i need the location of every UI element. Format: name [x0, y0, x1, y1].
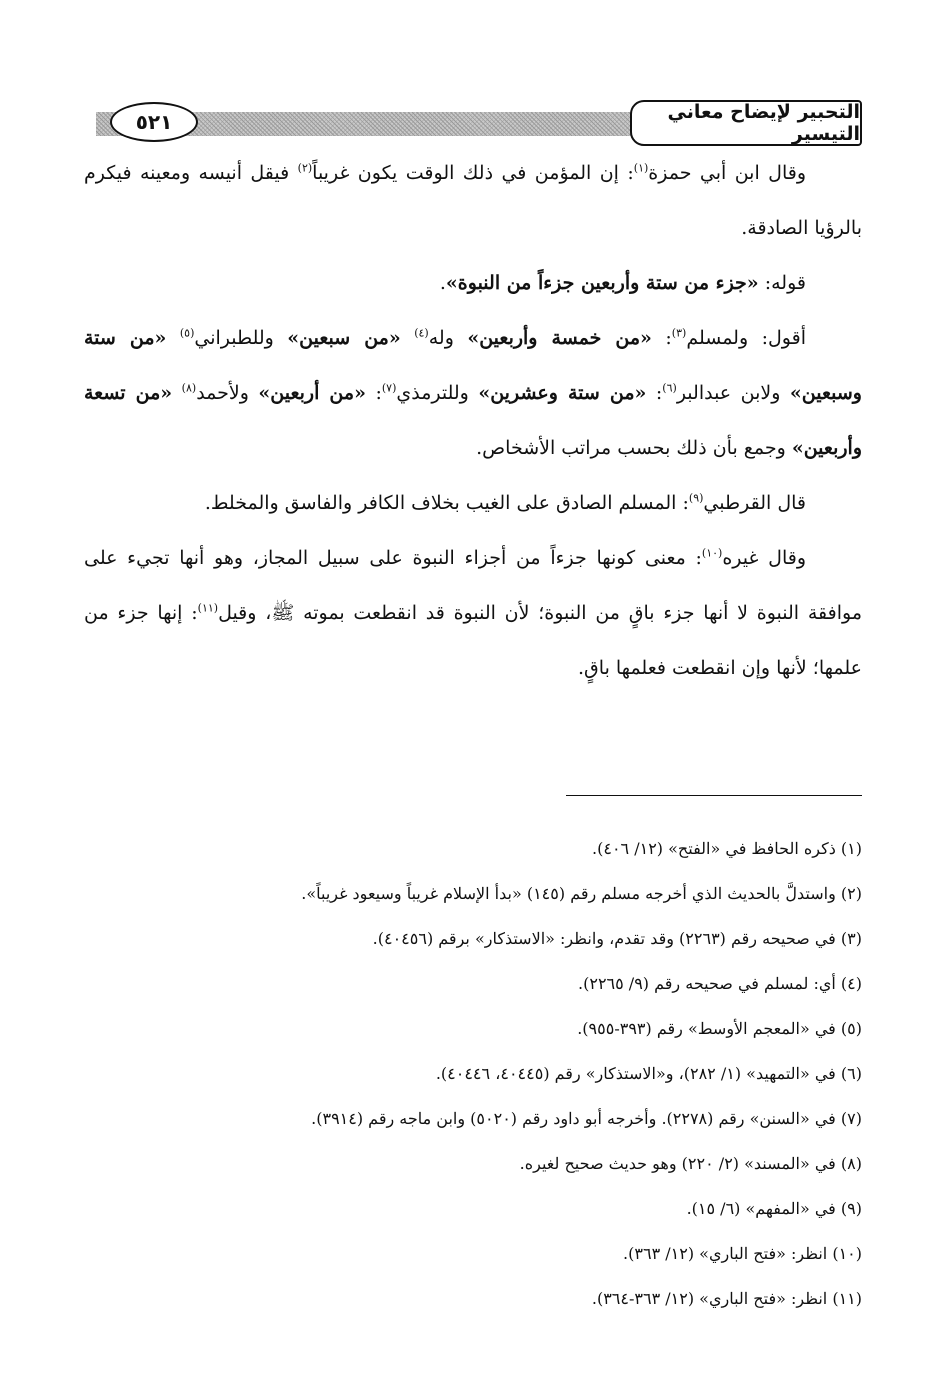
paragraph-others [84, 531, 862, 696]
footnotes [84, 826, 862, 1321]
narration-quote: «من سبعين» [287, 327, 401, 349]
text: وجمع بأن ذلك بحسب مراتب الأشخاص. [476, 437, 792, 459]
footnote-ref: (١) [633, 161, 649, 175]
text: فيقل أنيسه ومعينه فيكرم بالرؤيا الصادقة. [84, 162, 862, 239]
text: . [439, 272, 446, 294]
footnote-8: (٨) في «المسند» (٢/ ٢٢٠) وهو حديث صحيح لغيره. [519, 1154, 862, 1173]
text: : إن المؤمن في ذلك الوقت يكون غريباً [312, 162, 634, 184]
footnote-1: (١) ذكره الحافظ في «الفتح» (١٢/ ٤٠٦). [592, 839, 862, 858]
text: ولابن عبدالبر [676, 382, 790, 404]
text: وقال غيره [722, 547, 806, 569]
text: : إنها جزء من علمها؛ لأنها وإن انقطعت فعلمها باقٍ. [84, 602, 862, 679]
footnote-ref: (٢) [297, 161, 313, 175]
text: : [646, 382, 663, 404]
text: وللطبراني [194, 327, 288, 349]
text: : [365, 382, 382, 404]
hadith-quote: «جزء من ستة وأربعين جزءاً من النبوة» [445, 272, 759, 294]
book-title: التحبير لإيضاح معاني التيسير [630, 100, 862, 146]
text: قال القرطبي [703, 492, 806, 514]
text: وللترمذي [396, 382, 479, 404]
footnote-separator [566, 795, 862, 796]
main-text [84, 146, 862, 696]
footnote-11: (١١) انظر: «فتح الباري» (١٢/ ٣٦٣-٣٦٤). [591, 1289, 862, 1308]
footnote-3: (٣) في صحيحه رقم (٢٢٦٣) وقد تقدم، وانظر: «الاستذكار» برقم (٤٠٤٥٦). [372, 929, 862, 948]
text: : معنى كونها جزءاً من أجزاء النبوة على سبيل المجاز، وهو أنها تجيء على موافقة النبوة لا أنها جزء باقٍ من النبوة؛ لأن النبوة قد انقطعت بموته ﷺ، وقيل [84, 547, 862, 624]
footnote-4: (٤) أي: لمسلم في صحيحه رقم (٩/ ٢٢٦٥). [578, 974, 862, 993]
footnote-ref: (٨) [181, 381, 197, 395]
page-number: ٥٢١ [110, 102, 198, 142]
text: وقال ابن أبي حمزة [648, 162, 806, 184]
paragraph-qurtubi [84, 476, 862, 531]
footnote-2: (٢) واستدلَّ بالحديث الذي أخرجه مسلم رقم (١٤٥) «بدأ الإسلام غريباً وسيعود غريباً». [301, 884, 862, 903]
footnote-ref: (٦) [662, 381, 677, 395]
text: : المسلم الصادق على الغيب بخلاف الكافر والفاسق والمخلط. [204, 492, 689, 514]
page-header [96, 100, 862, 146]
footnote-10: (١٠) انظر: «فتح الباري» (١٢/ ٣٦٣). [623, 1244, 862, 1263]
paragraph-ibn-abi-hamza [84, 146, 862, 256]
text: وله [428, 327, 468, 349]
footnote-7: (٧) في «السنن» رقم (٢٢٧٨). وأخرجه أبو داود رقم (٥٠٢٠) وابن ماجه رقم (٣٩١٤). [311, 1109, 862, 1128]
paragraph-quote [84, 256, 862, 311]
footnote-ref: (١١) [197, 601, 219, 615]
narration-quote: «من ستة وعشرين» [478, 382, 647, 404]
footnote-ref: (٥) [179, 326, 195, 340]
footnote-ref: (١٠) [701, 546, 723, 560]
footnote-ref: (٣) [671, 326, 687, 340]
text: قوله: [758, 272, 806, 294]
text: أقول: ولمسلم [686, 327, 806, 349]
text [172, 382, 182, 404]
narration-quote: «من أربعين» [258, 382, 366, 404]
footnote-ref: (٧) [381, 381, 397, 395]
text: ولأحمد [196, 382, 259, 404]
footnote-5: (٥) في «المعجم الأوسط» رقم (٣٩٣-٩٥٥). [577, 1019, 862, 1038]
footnote-ref: (٤) [414, 326, 429, 340]
text [401, 327, 414, 349]
paragraph-narrations [84, 311, 862, 476]
narration-quote: «من تسعة وأربعين» [84, 382, 862, 459]
footnote-6: (٦) في «التمهيد» (١/ ٢٨٢)، و«الاستذكار» رقم (٤٠٤٤٥، ٤٠٤٤٦). [435, 1064, 862, 1083]
text: : [651, 327, 672, 349]
narration-quote: «من ستة وسبعين» [84, 327, 862, 404]
footnote-ref: (٩) [688, 491, 704, 505]
narration-quote: «من خمسة وأربعين» [467, 327, 652, 349]
text [166, 327, 179, 349]
footnote-9: (٩) في «المفهم» (٦/ ١٥). [686, 1199, 862, 1218]
